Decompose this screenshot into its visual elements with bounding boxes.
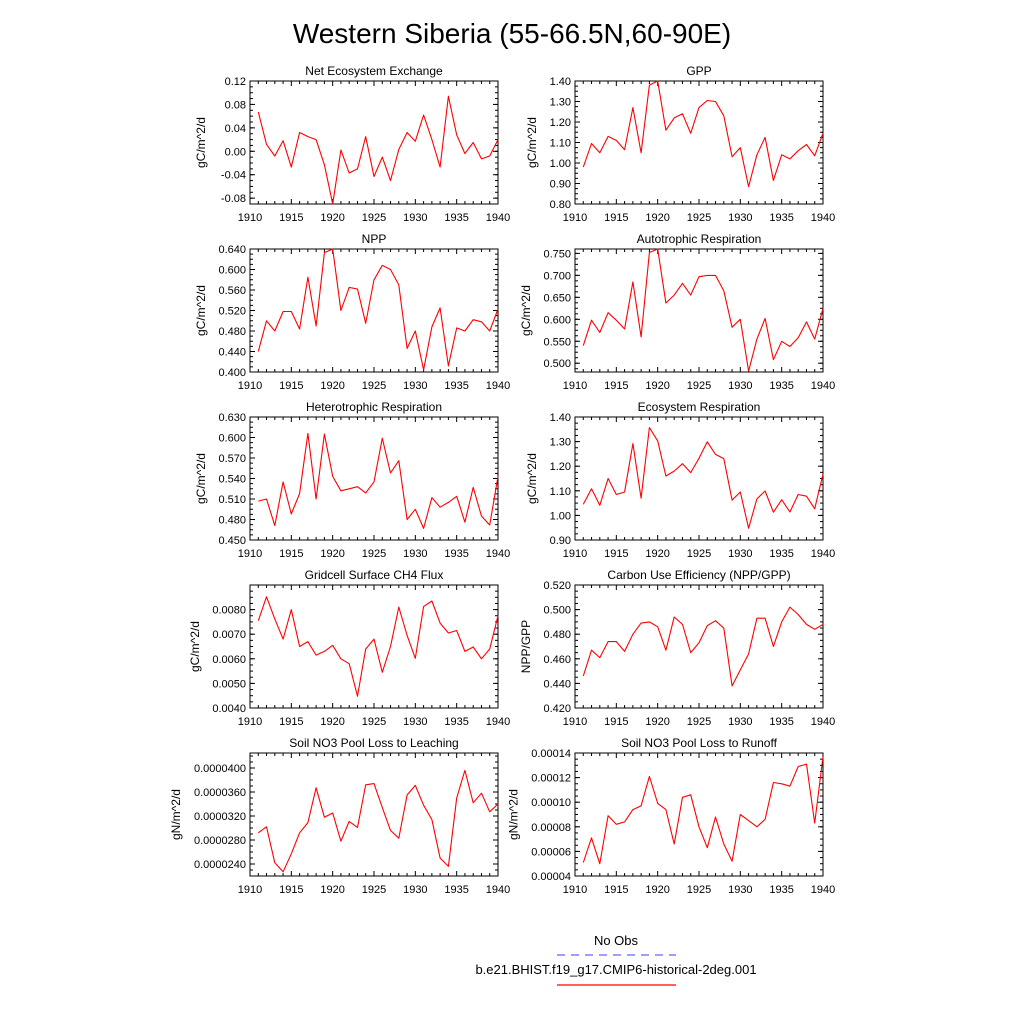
x-tick-label: 1935 — [769, 212, 794, 224]
x-tick-label: 1915 — [604, 548, 629, 560]
main-title: Western Siberia (55-66.5N,60-90E) — [292, 18, 732, 49]
x-tick-label: 1930 — [403, 884, 428, 896]
y-tick-label: 0.520 — [543, 580, 571, 592]
y-tick-label: 0.12 — [224, 76, 246, 88]
y-tick-label: 1.20 — [549, 461, 571, 474]
x-tick-label: 1925 — [686, 716, 712, 728]
x-tick-label: 1930 — [403, 548, 428, 560]
chart-panel-1 — [194, 64, 510, 224]
x-tick-label: 1910 — [237, 716, 263, 728]
x-tick-label: 1915 — [604, 212, 629, 224]
panels — [169, 64, 835, 896]
plot-frame — [575, 753, 823, 876]
x-tick-label: 1940 — [485, 380, 511, 392]
plot-frame — [250, 753, 498, 876]
x-tick-label: 1915 — [604, 884, 629, 896]
y-axis-label: gC/m^2/d — [519, 285, 533, 336]
plot-frame — [250, 417, 498, 540]
y-tick-label: 1.20 — [549, 117, 571, 129]
x-tick-label: 1925 — [361, 212, 387, 224]
y-axis-label: gN/m^2/d — [169, 789, 184, 840]
y-tick-label: 0.480 — [218, 514, 246, 527]
y-tick-label: 0.90 — [549, 535, 571, 547]
y-tick-label: 0.00 — [224, 146, 246, 159]
legend — [475, 933, 756, 985]
y-tick-label: 0.00008 — [531, 821, 571, 834]
panel-title: Heterotrophic Respiration — [305, 400, 443, 414]
x-tick-label: 1925 — [686, 212, 712, 224]
series-line — [583, 428, 823, 529]
x-tick-label: 1925 — [361, 548, 387, 560]
x-tick-label: 1910 — [237, 380, 263, 392]
x-tick-label: 1940 — [810, 884, 836, 896]
panel-title: Soil NO3 Pool Loss to Runoff — [621, 736, 777, 750]
x-tick-label: 1920 — [320, 716, 345, 728]
x-tick-label: 1935 — [444, 716, 469, 728]
y-tick-label: 0.460 — [543, 653, 571, 666]
x-tick-label: 1940 — [810, 716, 836, 728]
chart-panel-10 — [507, 736, 836, 896]
y-tick-label: 0.440 — [218, 346, 246, 359]
x-tick-label: 1920 — [645, 212, 670, 224]
y-tick-label: -0.08 — [220, 193, 246, 206]
x-tick-label: 1915 — [279, 716, 304, 728]
y-tick-label: -0.04 — [220, 169, 246, 182]
y-tick-label: 1.30 — [549, 436, 571, 449]
x-tick-label: 1935 — [444, 548, 469, 560]
x-tick-label: 1910 — [562, 380, 588, 392]
y-tick-label: 1.30 — [549, 96, 571, 109]
y-axis-label: gC/m^2/d — [194, 285, 208, 336]
x-tick-label: 1925 — [686, 380, 712, 392]
y-axis-label: NPP/GPP — [519, 619, 533, 674]
y-tick-label: 0.0070 — [212, 629, 246, 642]
y-tick-label: 0.560 — [218, 285, 246, 297]
y-tick-label: 0.0000240 — [194, 859, 246, 871]
x-tick-label: 1910 — [562, 716, 588, 728]
series-line — [583, 81, 823, 187]
x-tick-label: 1930 — [728, 212, 753, 224]
x-tick-label: 1930 — [403, 212, 428, 224]
y-tick-label: 0.90 — [549, 178, 571, 191]
chart-panel-8 — [519, 568, 835, 728]
x-tick-label: 1920 — [645, 548, 670, 560]
panel-title: Soil NO3 Pool Loss to Leaching — [289, 736, 459, 750]
x-tick-label: 1910 — [562, 212, 588, 224]
y-axis-label: gC/m^2/d — [525, 117, 540, 168]
y-tick-label: 0.00010 — [531, 797, 571, 810]
chart-panel-9 — [169, 736, 510, 896]
y-tick-label: 0.0000280 — [194, 835, 246, 847]
x-tick-label: 1935 — [769, 380, 794, 392]
y-tick-label: 0.80 — [549, 199, 571, 211]
y-tick-label: 0.500 — [543, 358, 571, 371]
x-tick-label: 1925 — [361, 884, 387, 896]
y-tick-label: 0.0040 — [212, 703, 246, 715]
y-tick-label: 1.10 — [549, 137, 571, 150]
y-tick-label: 0.570 — [218, 453, 246, 465]
legend-model-label: b.e21.BHIST.f19_g17.CMIP6-historical-2deg.001 — [475, 962, 757, 977]
y-tick-label: 0.00012 — [531, 772, 571, 785]
x-tick-label: 1920 — [645, 716, 670, 728]
panel-title: Net Ecosystem Exchange — [305, 64, 443, 78]
y-axis-label: gN/m^2/d — [506, 789, 521, 840]
x-tick-label: 1935 — [769, 548, 794, 560]
legend-obs-label: No Obs — [593, 933, 639, 948]
x-tick-label: 1940 — [485, 212, 511, 224]
chart-panel-4 — [519, 232, 835, 392]
y-tick-label: 0.00006 — [531, 846, 571, 859]
y-axis-label: gC/m^2/d — [194, 453, 208, 504]
series-line — [258, 597, 498, 696]
x-tick-label: 1940 — [810, 212, 836, 224]
y-tick-label: 0.0000360 — [194, 787, 246, 799]
chart-panel-3 — [194, 232, 510, 392]
y-tick-label: 0.00004 — [531, 871, 571, 883]
x-tick-label: 1915 — [604, 716, 629, 728]
x-tick-label: 1915 — [604, 380, 629, 392]
x-tick-label: 1915 — [279, 380, 304, 392]
x-tick-label: 1930 — [403, 716, 428, 728]
y-tick-label: 1.00 — [549, 510, 571, 523]
x-tick-label: 1920 — [320, 380, 345, 392]
plot-frame — [575, 585, 823, 708]
panel-title: Ecosystem Respiration — [637, 400, 761, 414]
x-tick-label: 1915 — [279, 884, 304, 896]
chart-panel-2 — [525, 64, 835, 224]
series-line — [583, 607, 823, 686]
x-tick-label: 1935 — [444, 212, 469, 224]
y-tick-label: 0.450 — [218, 535, 246, 547]
x-tick-label: 1930 — [728, 380, 753, 392]
x-tick-label: 1925 — [361, 716, 387, 728]
y-tick-label: 0.480 — [218, 326, 246, 338]
y-tick-label: 0.510 — [218, 494, 246, 506]
y-tick-label: 0.650 — [543, 292, 571, 305]
y-tick-label: 0.540 — [218, 473, 246, 486]
panel-title: NPP — [361, 232, 387, 246]
x-tick-label: 1915 — [279, 548, 304, 560]
series-line — [258, 770, 498, 871]
series-line — [258, 249, 498, 370]
x-tick-label: 1935 — [769, 716, 794, 728]
plot-frame — [575, 417, 823, 540]
x-tick-label: 1920 — [645, 380, 670, 392]
x-tick-label: 1910 — [237, 548, 263, 560]
y-tick-label: 0.500 — [543, 604, 571, 617]
x-tick-label: 1925 — [686, 548, 712, 560]
y-tick-label: 0.630 — [218, 412, 246, 424]
x-tick-label: 1910 — [237, 212, 263, 224]
x-tick-label: 1930 — [728, 548, 753, 560]
y-tick-label: 0.480 — [543, 629, 571, 642]
plot-frame — [250, 585, 498, 708]
chart-panel-7 — [188, 568, 510, 728]
y-tick-label: 0.600 — [218, 264, 246, 277]
y-tick-label: 0.0050 — [212, 678, 246, 691]
y-tick-label: 0.440 — [543, 678, 571, 691]
series-line — [258, 96, 498, 204]
x-tick-label: 1910 — [237, 884, 263, 896]
y-tick-label: 1.40 — [549, 76, 571, 88]
x-tick-label: 1920 — [320, 884, 345, 896]
panel-title: Autotrophic Respiration — [636, 232, 762, 246]
y-tick-label: 0.600 — [218, 432, 246, 445]
y-tick-label: 0.420 — [543, 703, 571, 715]
plot-frame — [575, 249, 823, 372]
y-tick-label: 0.00014 — [531, 748, 571, 760]
y-tick-label: 0.04 — [224, 122, 246, 135]
x-tick-label: 1935 — [444, 884, 469, 896]
y-tick-label: 0.0080 — [212, 604, 246, 617]
y-tick-label: 1.10 — [549, 485, 571, 498]
y-tick-label: 0.750 — [543, 248, 571, 261]
x-tick-label: 1930 — [403, 380, 428, 392]
x-tick-label: 1940 — [485, 548, 511, 560]
y-tick-label: 0.550 — [543, 336, 571, 349]
x-tick-label: 1935 — [769, 884, 794, 896]
x-tick-label: 1920 — [320, 548, 345, 560]
x-tick-label: 1910 — [562, 884, 588, 896]
plot-frame — [250, 249, 498, 372]
y-tick-label: 0.0000400 — [194, 763, 246, 775]
x-tick-label: 1940 — [810, 548, 836, 560]
x-tick-label: 1925 — [686, 884, 712, 896]
x-tick-label: 1930 — [728, 716, 753, 728]
y-tick-label: 1.40 — [549, 412, 571, 424]
y-tick-label: 0.600 — [543, 314, 571, 327]
plot-frame — [250, 81, 498, 204]
x-tick-label: 1940 — [485, 884, 511, 896]
y-tick-label: 0.520 — [218, 305, 246, 318]
y-axis-label: gC/m^2/d — [525, 453, 540, 504]
y-tick-label: 0.700 — [543, 270, 571, 283]
x-tick-label: 1935 — [444, 380, 469, 392]
x-tick-label: 1915 — [279, 212, 304, 224]
y-axis-label: gC/m^2/d — [194, 117, 208, 168]
x-tick-label: 1940 — [810, 380, 836, 392]
panel-title: GPP — [686, 64, 712, 78]
series-line — [583, 757, 823, 864]
x-tick-label: 1920 — [645, 884, 670, 896]
y-tick-label: 1.00 — [549, 158, 571, 170]
series-line — [258, 433, 498, 528]
y-tick-label: 0.08 — [224, 99, 246, 112]
panel-title: Gridcell Surface CH4 Flux — [304, 568, 444, 582]
x-tick-label: 1925 — [361, 380, 387, 392]
y-tick-label: 0.400 — [218, 367, 246, 379]
panel-title: Carbon Use Efficiency (NPP/GPP) — [607, 568, 791, 582]
chart-panel-6 — [525, 400, 835, 560]
series-line — [583, 249, 823, 371]
x-tick-label: 1940 — [485, 716, 511, 728]
plot-frame — [575, 81, 823, 204]
chart-panel-5 — [194, 400, 510, 560]
x-tick-label: 1920 — [320, 212, 345, 224]
x-tick-label: 1930 — [728, 884, 753, 896]
y-tick-label: 0.640 — [218, 244, 246, 256]
y-axis-label: gC/m^2/d — [187, 621, 202, 672]
y-tick-label: 0.0000320 — [194, 811, 246, 823]
x-tick-label: 1910 — [562, 548, 588, 560]
y-tick-label: 0.0060 — [212, 653, 246, 666]
